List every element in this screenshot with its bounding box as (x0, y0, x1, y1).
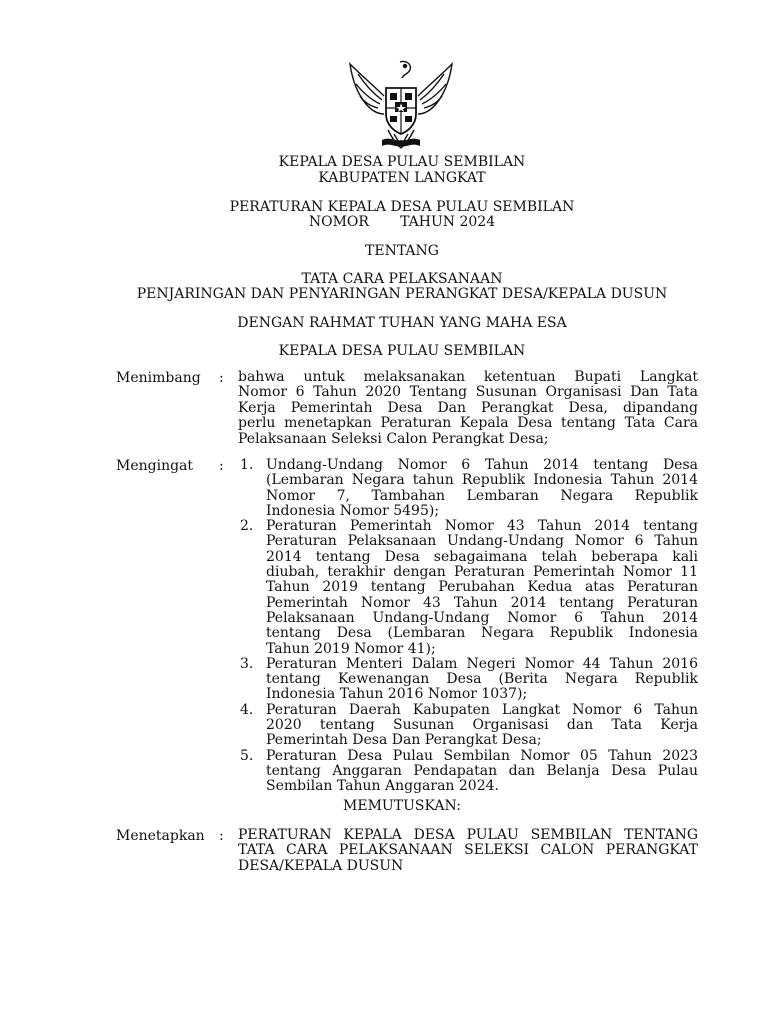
kepala-desa-line: KEPALA DESA PULAU SEMBILAN (278, 343, 526, 359)
text-line: Tahun 2019 Nomor 41); (266, 641, 436, 657)
mengingat-item (238, 703, 698, 749)
text-line: Pelaksanaan Seleksi Calon Perangkat Desa; (238, 431, 549, 447)
item-text (266, 519, 698, 657)
text-line: DESA/KEPALA DUSUN (238, 858, 404, 874)
text-line: (Lembaran Negara tahun Republik Indonesia Tahun 2014 (266, 473, 698, 489)
text-line: perlu menetapkan Peraturan Kepala Desa tentang Tata Cara (238, 416, 698, 432)
text-line: Tahun 2019 tentang Perubahan Kedua atas Peraturan (266, 580, 698, 596)
text-line: PERATURAN KEPALA DESA PULAU SEMBILAN TENTANG (238, 828, 698, 843)
text-line: Pemerintah Nomor 43 Tahun 2014 tentang Peraturan (266, 595, 698, 611)
header-line-1: KEPALA DESA PULAU SEMBILAN (278, 154, 526, 170)
item-number: 1. (240, 457, 254, 473)
text-line: tentang Anggaran Pendapatan dan Belanja Desa Pulau (266, 763, 698, 779)
mengingat-label: Mengingat (116, 458, 194, 474)
item-text (266, 657, 698, 703)
menetapkan-text (238, 828, 698, 874)
text-line: Pemerintah Desa Dan Perangkat Desa; (266, 733, 542, 749)
text-line: Kerja Pemerintah Desa Dan Perangkat Desa, dipandang (238, 400, 698, 416)
regulation-title-line-2: NOMOR TAHUN 2024 (308, 214, 496, 230)
mengingat-item (238, 458, 698, 519)
menimbang-text (238, 370, 698, 447)
menetapkan-label: Menetapkan (116, 828, 205, 844)
text-line: Peraturan Menteri Dalam Negeri Nomor 44 Tahun 2016 (266, 656, 698, 672)
mengingat-colon: : (219, 458, 224, 474)
garuda-emblem-icon (344, 56, 458, 152)
item-number: 4. (240, 701, 254, 718)
text-line: Indonesia Tahun 2016 Nomor 1037); (266, 687, 528, 703)
menimbang-colon: : (219, 370, 224, 386)
text-line: diubah, terakhir dengan Peraturan Pemerintah Nomor 11 (266, 565, 698, 581)
text-line: Sembilan Tahun Anggaran 2024. (266, 779, 499, 795)
text-line: Undang-Undang Nomor 6 Tahun 2014 tentang Desa (266, 458, 698, 473)
mengingat-item (238, 749, 698, 795)
item-text (266, 703, 698, 749)
text-line: Nomor 6 Tahun 2020 Tentang Susunan Organisasi Dan Tata (238, 385, 698, 401)
text-line: Peraturan Pemerintah Nomor 43 Tahun 2014 tentang (266, 519, 698, 535)
text-line: Peraturan Desa Pulau Sembilan Nomor 05 Tahun 2023 (266, 748, 698, 764)
memutuskan-heading: MEMUTUSKAN: (343, 798, 461, 814)
item-number: 5. (240, 747, 254, 764)
item-number: 2. (240, 518, 254, 535)
text-line: 2014 tentang Desa sebagaimana telah beberapa kali (266, 549, 698, 565)
text-line: bahwa untuk melaksanakan ketentuan Bupati Langkat (238, 370, 698, 385)
text-line: Peraturan Pelaksanaan Undang-Undang Nomor 6 Tahun (266, 534, 698, 550)
text-line: Pelaksanaan Undang-Undang Nomor 6 Tahun 2014 (266, 610, 698, 626)
text-line: Peraturan Daerah Kabupaten Langkat Nomor 6 Tahun (266, 702, 698, 718)
mengingat-list (238, 458, 698, 795)
menimbang-label: Menimbang (116, 370, 201, 386)
item-text (266, 458, 698, 519)
text-line: tentang Kewenangan Desa (Berita Negara Republik (266, 672, 698, 688)
subject-line-2: PENJARINGAN DAN PENYARINGAN PERANGKAT DESA/KEPALA DUSUN (136, 286, 668, 302)
subject-line-1: TATA CARA PELAKSANAAN (301, 271, 503, 287)
tentang-heading: TENTANG (365, 243, 439, 259)
header-line-2: KABUPATEN LANGKAT (318, 170, 486, 186)
regulation-title-line-1: PERATURAN KEPALA DESA PULAU SEMBILAN (229, 199, 575, 215)
mengingat-item (238, 657, 698, 703)
text-line: TATA CARA PELAKSANAAN SELEKSI CALON PERANGKAT (238, 843, 698, 859)
text-line: Indonesia Nomor 5495); (266, 503, 440, 519)
mengingat-item (238, 519, 698, 657)
menetapkan-colon: : (219, 828, 224, 844)
rahmat-line: DENGAN RAHMAT TUHAN YANG MAHA ESA (237, 315, 567, 331)
text-line: 2020 tentang Susunan Organisasi dan Tata Kerja (266, 718, 698, 734)
text-line: tentang Desa (Lembaran Negara Republik Indonesia (266, 626, 698, 642)
item-text (266, 749, 698, 795)
text-line: Nomor 7, Tambahan Lembaran Negara Republik (266, 488, 698, 504)
item-number: 3. (240, 655, 254, 672)
